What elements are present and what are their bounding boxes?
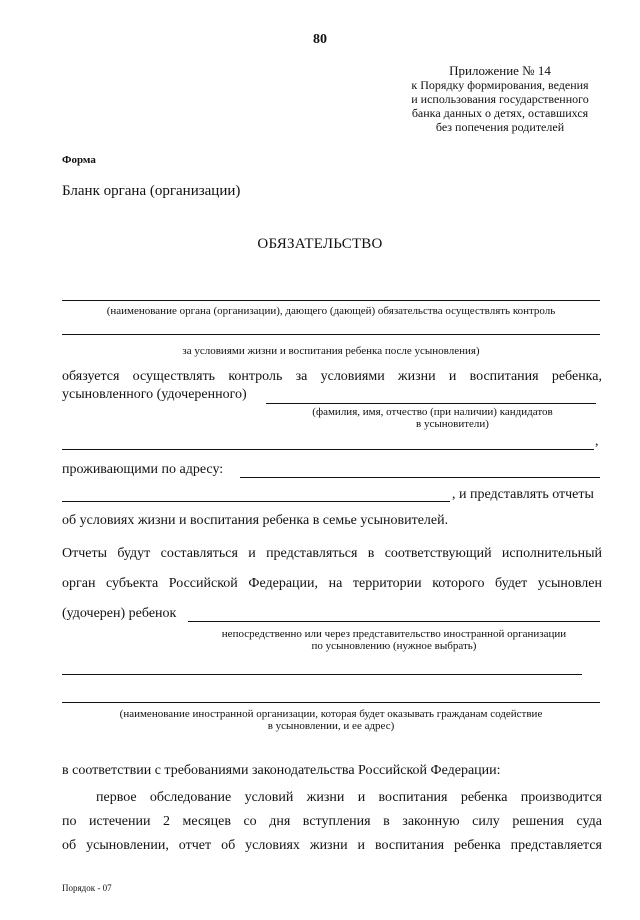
candidate-name-line xyxy=(266,403,596,404)
address-line-2 xyxy=(62,501,450,502)
appendix-block xyxy=(400,64,600,134)
candidate-name-caption-line: в усыновители) xyxy=(416,418,489,430)
page-number: 80 xyxy=(313,32,327,47)
appendix-title: Приложение № 14 xyxy=(449,63,551,78)
first-inspection-line: по истечении 2 месяцев со дня вступления в законную силу решения суда xyxy=(62,814,602,829)
foreign-org-caption-line: (наименование иностранной организации, которая будет оказывать гражданам содействие xyxy=(119,708,543,720)
method-caption xyxy=(188,628,600,652)
document-title: ОБЯЗАТЕЛЬСТВО xyxy=(257,236,383,252)
appendix-line: без попечения родителей xyxy=(435,120,565,134)
organ-name-line-2 xyxy=(62,334,600,335)
method-caption-line: непосредственно или через представительство иностранной организации xyxy=(221,628,567,640)
address-line xyxy=(240,477,600,478)
blank-label: Бланк органа (организации) xyxy=(62,183,241,199)
trailing-comma: , xyxy=(595,434,599,449)
accordance-text: в соответствии с требованиями законодательства Российской Федерации: xyxy=(62,763,501,778)
foreign-org-line-2 xyxy=(62,702,600,703)
adopted-label: усыновленного (удочеренного) xyxy=(62,387,247,402)
footer-note: Порядок - 07 xyxy=(62,883,112,893)
candidate-name-caption xyxy=(270,406,595,430)
foreign-org-line xyxy=(62,674,582,675)
address-label: проживающими по адресу: xyxy=(62,462,224,477)
candidate-name-line-2 xyxy=(62,449,594,450)
appendix-line: и использования государственного xyxy=(411,92,589,106)
foreign-org-caption xyxy=(62,708,600,732)
appendix-line: к Порядку формирования, ведения xyxy=(411,78,589,92)
appendix-line: банка данных о детях, оставшихся xyxy=(411,106,589,120)
method-caption-line: по усыновлению (нужное выбрать) xyxy=(311,640,477,652)
candidate-name-caption-line: (фамилия, имя, отчество (при наличии) кандидатов xyxy=(312,406,553,418)
child-label: (удочерен) ребенок xyxy=(62,606,177,621)
foreign-org-caption-line: в усыновлении, и ее адрес) xyxy=(267,720,395,732)
organ-name-caption: (наименование органа (организации), дающего (дающей) обязательства осуществлять контроль xyxy=(106,305,556,317)
organ-name-line xyxy=(62,300,600,301)
reports-text: об условиях жизни и воспитания ребенка в семье усыновителей. xyxy=(62,513,449,528)
reports-suffix: , и представлять отчеты xyxy=(452,487,594,502)
child-line xyxy=(188,621,600,622)
first-inspection-line: об усыновлении, отчет об условиях жизни и воспитания ребенка представляется xyxy=(62,838,602,853)
obligation-text: обязуется осуществлять контроль за условиями жизни и воспитания ребенка, xyxy=(62,369,602,384)
first-inspection-line: первое обследование условий жизни и воспитания ребенка производится xyxy=(96,790,602,805)
form-label: Форма xyxy=(62,154,96,166)
organ-name-caption-cont: за условиями жизни и воспитания ребенка после усыновления) xyxy=(182,345,480,357)
reports-paragraph-line: орган субъекта Российской Федерации, на территории которого будет усыновлен xyxy=(62,576,602,591)
reports-paragraph-line: Отчеты будут составляться и представляться в соответствующий исполнительный xyxy=(62,546,602,561)
